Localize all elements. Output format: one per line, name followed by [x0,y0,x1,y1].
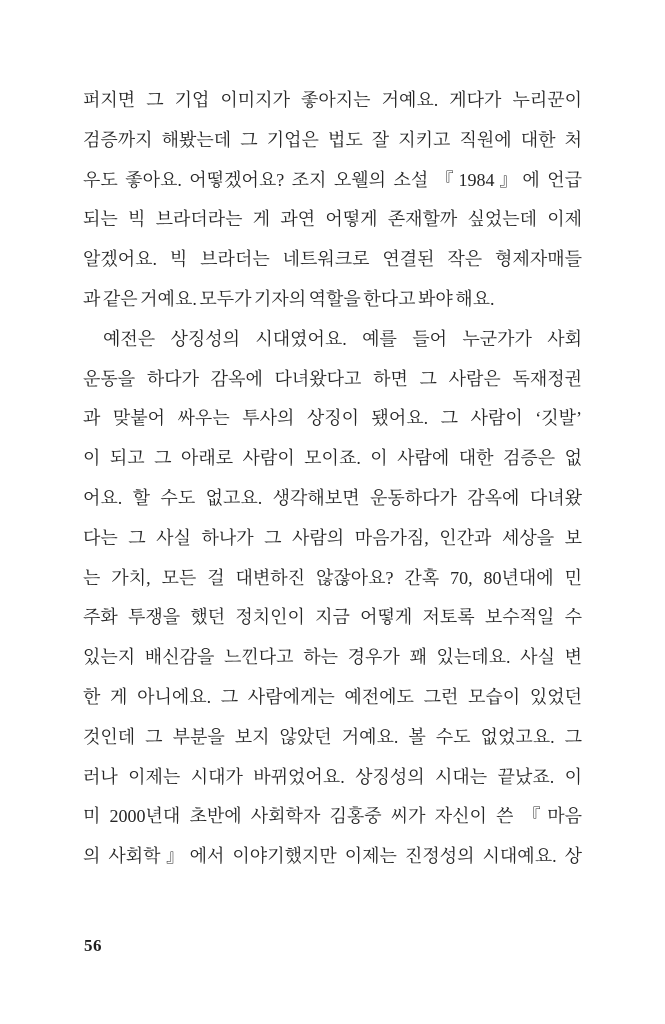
text-line: 어요. 할 수도 없고요. 생각해보면 운동하다가 감옥에 다녀왔 [83,487,582,508]
text-line: 퍼지면 그 기업 이미지가 좋아지는 거예요. 게다가 누리꾼이 [83,90,582,110]
text-line: 러나 이제는 시대가 바뀌었어요. 상징성의 시대는 끝났죠. 이 [83,766,582,787]
text-line: 이 되고 그 아래로 사람이 모이죠. 이 사람에 대한 검증은 없 [83,448,582,469]
body-text-block [83,81,582,877]
text-line: 있는지 배신감을 느낀다고 하는 경우가 꽤 있는데요. 사실 변 [83,647,582,668]
text-line: 한 게 아니에요. 그 사람에게는 예전에도 그런 모습이 있었던 [83,686,582,707]
paragraph-1 [83,81,582,320]
text-line: 것인데 그 부분을 보지 않았던 거예요. 볼 수도 없었고요. 그 [83,726,582,747]
text-line: 되는 빅 브라더라는 게 과연 어떻게 존재할까 싶었는데 이제 [83,209,582,230]
text-line: 알겠어요. 빅 브라더는 네트워크로 연결된 작은 형제자매들 [83,249,582,270]
text-line: 운동을 하다가 감옥에 다녀왔다고 하면 그 사람은 독재정권 [83,368,582,389]
paragraph-2 [83,320,582,877]
text-line: 검증까지 해봤는데 그 기업은 법도 잘 지키고 직원에 대한 처 [83,129,582,150]
text-line: 예전은 상징성의 시대였어요. 예를 들어 누군가가 사회 [103,328,582,349]
text-line: 과 맞붙어 싸우는 투사의 상징이 됐어요. 그 사람이 ‘깃발’ [83,408,582,429]
text-line: 의 사회학』에서 이야기했지만 이제는 진정성의 시대예요. 상 [83,846,582,867]
text-line: 다는 그 사실 하나가 그 사람의 마음가짐, 인간과 세상을 보 [83,527,582,548]
page-number: 56 [84,936,102,955]
text-line: 는 가치, 모든 걸 대변하진 않잖아요? 간혹 70, 80년대에 민 [83,567,582,588]
text-line: 우도 좋아요. 어떻겠어요? 조지 오웰의 소설 『1984』에 언급 [83,169,582,190]
text-line: 과 같은 거예요. 모두가 기자의 역할을 한다고 봐야 해요. [83,288,495,309]
text-line: 주화 투쟁을 했던 정치인이 지금 어떻게 저토록 보수적일 수 [83,607,582,628]
text-line: 미 2000년대 초반에 사회학자 김홍중 씨가 자신이 쓴 『마음 [83,806,582,827]
